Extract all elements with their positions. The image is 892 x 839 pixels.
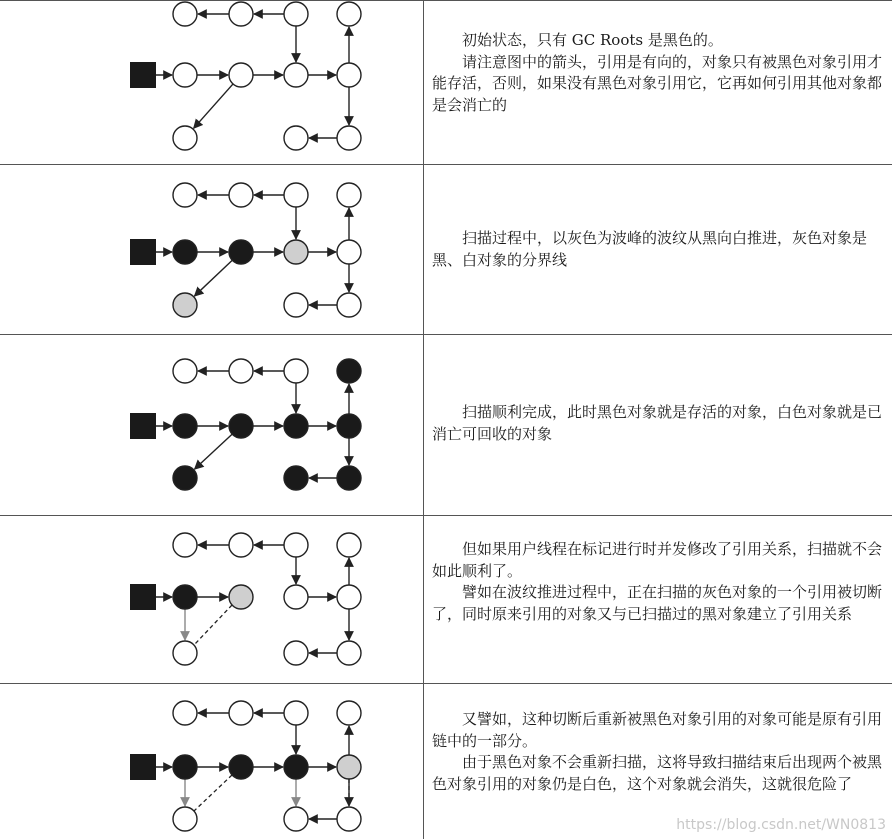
object-node xyxy=(337,466,361,490)
row-description xyxy=(432,402,888,445)
object-node xyxy=(337,2,361,26)
object-node xyxy=(337,414,361,438)
object-node xyxy=(229,183,253,207)
object-graph-diagram xyxy=(0,515,423,683)
object-node xyxy=(284,755,308,779)
object-node xyxy=(173,126,197,150)
object-node xyxy=(337,183,361,207)
object-node xyxy=(173,293,197,317)
object-node xyxy=(173,414,197,438)
paragraph: 又譬如，这种切断后重新被黑色对象引用的对象可能是原有引用链中的一部分。 xyxy=(432,710,883,750)
object-node xyxy=(284,585,308,609)
object-node xyxy=(284,533,308,557)
object-node xyxy=(337,755,361,779)
gc-root-square xyxy=(130,754,156,780)
gc-root-square xyxy=(130,584,156,610)
table-row xyxy=(0,164,892,334)
gc-root-square xyxy=(130,239,156,265)
paragraph: 扫描顺利完成，此时黑色对象就是存活的对象，白色对象就是已消亡可回收的对象 xyxy=(432,403,883,443)
object-graph-diagram xyxy=(0,683,423,839)
reference-arrow xyxy=(195,434,233,469)
object-node xyxy=(337,63,361,87)
object-node xyxy=(173,533,197,557)
reference-arrow xyxy=(194,84,233,128)
object-node xyxy=(173,359,197,383)
watermark: https://blog.csdn.net/WN0813 xyxy=(676,817,886,833)
object-node xyxy=(284,359,308,383)
table-row xyxy=(0,515,892,683)
object-graph-diagram xyxy=(0,334,423,515)
object-node xyxy=(173,641,197,665)
object-node xyxy=(337,701,361,725)
object-node xyxy=(229,2,253,26)
row-description xyxy=(432,539,888,625)
row-description xyxy=(432,709,888,795)
object-node xyxy=(284,183,308,207)
object-node xyxy=(337,293,361,317)
row-description xyxy=(432,30,888,116)
object-node xyxy=(337,126,361,150)
object-node xyxy=(229,240,253,264)
object-node xyxy=(229,585,253,609)
paragraph: 但如果用户线程在标记进行时并发修改了引用关系，扫描就不会如此顺利了。 xyxy=(432,540,883,580)
object-node xyxy=(337,641,361,665)
object-node xyxy=(284,641,308,665)
object-node xyxy=(173,807,197,831)
object-node xyxy=(229,359,253,383)
object-node xyxy=(337,359,361,383)
object-node xyxy=(284,293,308,317)
paragraph: 请注意图中的箭头，引用是有向的，对象只有被黑色对象引用才能存活，否则，如果没有黑色对象引用它，它再如何引用其他对象都是会消亡的 xyxy=(432,52,883,114)
object-node xyxy=(284,414,308,438)
object-node xyxy=(337,240,361,264)
object-node xyxy=(284,2,308,26)
cut-reference xyxy=(194,775,232,811)
object-node xyxy=(284,63,308,87)
object-node xyxy=(284,807,308,831)
object-node xyxy=(284,240,308,264)
object-node xyxy=(229,533,253,557)
object-node xyxy=(337,585,361,609)
object-node xyxy=(229,701,253,725)
object-node xyxy=(284,701,308,725)
object-node xyxy=(173,466,197,490)
object-node xyxy=(173,63,197,87)
reference-arrow xyxy=(194,260,232,296)
table-row xyxy=(0,683,892,839)
table-row xyxy=(0,0,892,164)
object-node xyxy=(337,807,361,831)
row-description xyxy=(432,228,888,271)
paragraph: 扫描过程中，以灰色为波峰的波纹从黑向白推进，灰色对象是黑、白对象的分界线 xyxy=(432,229,868,269)
paragraph: 由于黑色对象不会重新扫描，这将导致扫描结束后出现两个被黑色对象引用的对象仍是白色，这个对象就会消失，这就很危险了 xyxy=(432,753,883,793)
object-node xyxy=(284,126,308,150)
object-node xyxy=(229,755,253,779)
paragraph: 初始状态，只有 GC Roots 是黑色的。 xyxy=(462,31,723,49)
paragraph: 譬如在波纹推进过程中，正在扫描的灰色对象的一个引用被切断了，同时原来引用的对象又与已扫描过的黑对象建立了引用关系 xyxy=(432,583,883,623)
cut-reference xyxy=(194,605,232,645)
object-node xyxy=(173,755,197,779)
gc-root-square xyxy=(130,62,156,88)
object-graph-diagram xyxy=(0,164,423,334)
object-node xyxy=(173,183,197,207)
object-node xyxy=(173,585,197,609)
object-node xyxy=(229,63,253,87)
object-node xyxy=(173,2,197,26)
object-node xyxy=(173,701,197,725)
object-node xyxy=(284,466,308,490)
object-node xyxy=(229,414,253,438)
object-node xyxy=(173,240,197,264)
table-row xyxy=(0,334,892,515)
object-node xyxy=(337,533,361,557)
gc-root-square xyxy=(130,413,156,439)
object-graph-diagram xyxy=(0,0,423,164)
